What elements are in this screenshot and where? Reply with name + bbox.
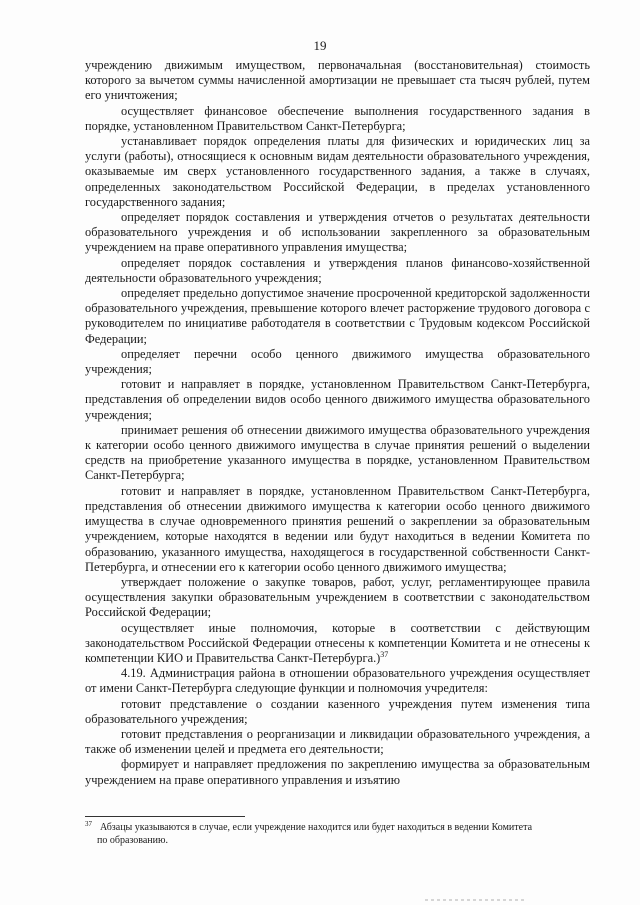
page-number: 19: [313, 38, 327, 53]
paragraph: готовит представление о создании казенного учреждения путем изменения типа образовательного учреждения;: [85, 696, 590, 726]
paragraph: утверждает положение о закупке товаров, работ, услуг, регламентирующее правила осуществления закупки образовательным учреждением в соответствии с законодательством Российской Федерации;: [85, 574, 590, 620]
paragraph: формирует и направляет предложения по закреплению имущества за образовательным учреждением на праве оперативного управления и изъятию: [85, 757, 590, 787]
paragraph: готовит представления о реорганизации и ликвидации образовательного учреждения, а также об изменении целей и предмета его деятельности;: [85, 726, 590, 757]
paragraph-text: осуществляет иные полномочия, которые в соответствии с действующим законодательством Российской Федерации отнесены к компетенции Комитета и не отнесены к компетенции КИО и Правительства Санкт-Петербурга.): [85, 620, 590, 665]
paragraph-continuation: учреждению движимым имуществом, первоначальная (восстановительная) стоимость которого за вычетом суммы начисленной амортизации не превышает ста тысяч рублей, путем его уничтожения;: [85, 58, 590, 103]
footnote-text-line2: по образованию.: [97, 835, 168, 846]
footnote: [85, 821, 590, 847]
paragraph: определяет перечни особо ценного движимого имущества образовательного учреждения;: [85, 346, 590, 377]
paragraph: определяет предельно допустимое значение просроченной кредиторской задолженности образовательного учреждения, превышение которого влечет расторжение трудового договора с руководителем по инициативе работодателя в соответствии с Трудовым кодексом Российской Федерации;: [85, 286, 590, 346]
paragraph: определяет порядок составления и утверждения отчетов о результатах деятельности образовательного учреждения и об использовании закрепленного за образовательным учреждением на праве оперативного управления имущества;: [85, 210, 590, 255]
footnote-divider: [85, 816, 245, 817]
paragraph-with-footnote: [85, 621, 590, 667]
paragraph: определяет порядок составления и утверждения планов финансово-хозяйственной деятельности образовательного учреждения;: [85, 255, 590, 285]
paragraph: устанавливает порядок определения платы для физических и юридических лиц за услуги (работы), относящиеся к основным видам деятельности образовательного учреждения, оказываемые им сверх установленного государственного задания, а также в случаях, определенных законодательством Российской Федерации, в пределах установленного государственного задания;: [85, 134, 590, 209]
paragraph: готовит и направляет в порядке, установленном Правительством Санкт-Петербурга, представления об определении видов особо ценного движимого имущества образовательного учреждения;: [85, 377, 590, 422]
body-text: [85, 58, 590, 788]
paragraph: готовит и направляет в порядке, установленном Правительством Санкт-Петербурга, представления об отнесении движимого имущества к категории особо ценного движимого имущества в случае одновременного принятия решений о закреплении за образовательным учреждением, которые находятся в ведении или будут находиться в ведении Комитета по образованию, указанного имущества, находящегося в государственной собственности Санкт-Петербурга, и отнесении его к категории особо ценного движимого имущества;: [85, 483, 590, 574]
section-heading-paragraph: 4.19. Администрация района в отношении образовательного учреждения осуществляет от имени Санкт-Петербурга следующие функции и полномочия учредителя:: [85, 666, 590, 696]
footnote-text-line1: Абзацы указываются в случае, если учреждение находится или будет находиться в ведении Комитета: [100, 822, 533, 833]
paragraph: принимает решения об отнесении движимого имущества образовательного учреждения к категории особо ценного движимого имущества в случае принятия решений о выделении средств на приобретение указанного имущества в порядке, установленном Правительством Санкт-Петербурга;: [85, 422, 590, 483]
footnote-reference: 37: [380, 649, 389, 659]
footnote-mark: 37: [85, 819, 92, 828]
scan-artifact: [425, 899, 525, 901]
paragraph: осуществляет финансовое обеспечение выполнения государственного задания в порядке, установленном Правительством Санкт-Петербурга;: [85, 103, 590, 133]
